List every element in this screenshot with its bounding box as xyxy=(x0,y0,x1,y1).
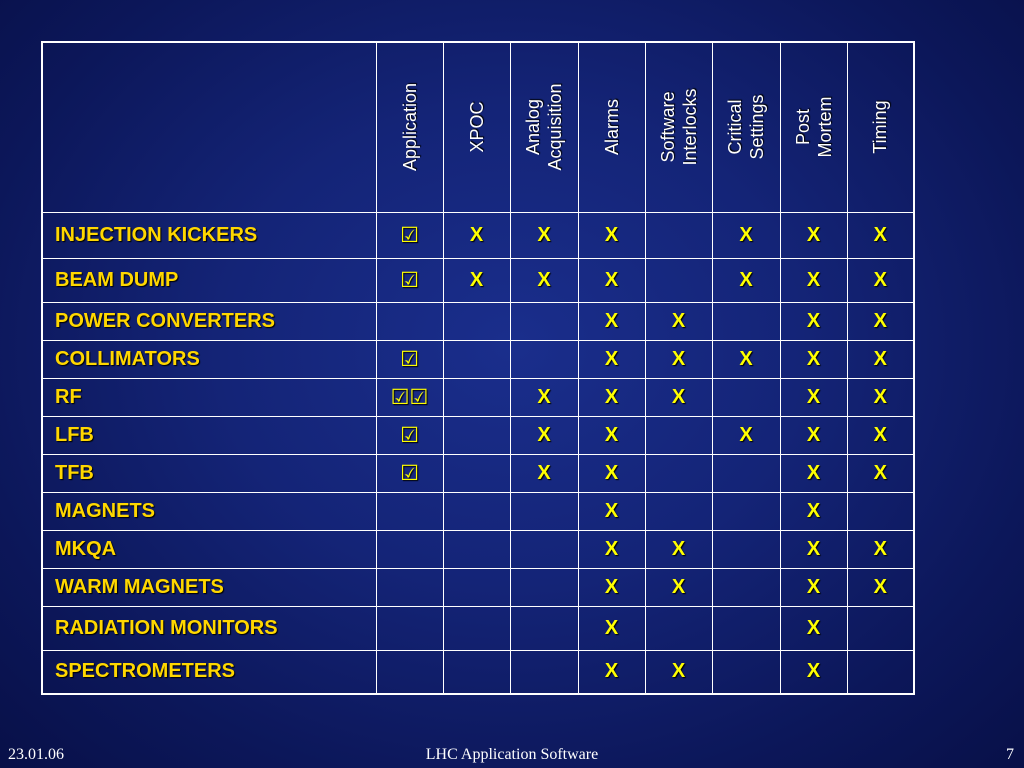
table-cell: X xyxy=(578,258,645,302)
column-header-line: Application xyxy=(399,83,420,172)
table-cell xyxy=(443,606,510,650)
column-header-line: Mortem xyxy=(814,96,835,158)
table-row xyxy=(42,454,914,492)
header-row xyxy=(42,42,914,212)
table-cell xyxy=(712,378,780,416)
checkbox-icon: ☑☑ xyxy=(376,378,443,416)
row-label: TFB xyxy=(42,454,376,492)
table-cell xyxy=(712,492,780,530)
table-row xyxy=(42,212,914,258)
column-header-alarms xyxy=(578,42,645,212)
checkbox-icon: ☑ xyxy=(376,454,443,492)
table-cell xyxy=(645,416,712,454)
table-cell xyxy=(376,530,443,568)
table-cell: X xyxy=(712,416,780,454)
table-cell: X xyxy=(780,340,847,378)
table-cell: X xyxy=(645,340,712,378)
column-header-label xyxy=(601,99,623,155)
table-cell xyxy=(712,650,780,694)
table-row xyxy=(42,416,914,454)
checkbox-icon: ☑ xyxy=(376,258,443,302)
column-header-line: Acquisition xyxy=(545,83,565,171)
table-cell xyxy=(376,606,443,650)
table-cell: X xyxy=(645,568,712,606)
table-cell: X xyxy=(443,212,510,258)
table-row xyxy=(42,378,914,416)
table-cell xyxy=(443,530,510,568)
row-label: RADIATION MONITORS xyxy=(42,606,376,650)
table-cell xyxy=(847,606,914,650)
header-corner xyxy=(42,42,376,212)
table-cell: X xyxy=(847,340,914,378)
table-row xyxy=(42,530,914,568)
table-cell xyxy=(376,650,443,694)
column-header-label xyxy=(869,101,891,154)
table-cell: X xyxy=(578,340,645,378)
table-cell: X xyxy=(645,302,712,340)
table-cell: X xyxy=(645,378,712,416)
table-cell: X xyxy=(780,650,847,694)
table-cell xyxy=(712,606,780,650)
checkbox-icon: ☑ xyxy=(376,340,443,378)
table-cell: X xyxy=(578,212,645,258)
table-row xyxy=(42,258,914,302)
column-header-application xyxy=(376,42,443,212)
checkbox-icon: ☑ xyxy=(376,416,443,454)
column-header-software-interlocks xyxy=(645,42,712,212)
row-label: MKQA xyxy=(42,530,376,568)
checkbox-icon: ☑ xyxy=(376,212,443,258)
table-cell xyxy=(645,258,712,302)
table-cell: X xyxy=(712,340,780,378)
table-cell xyxy=(645,606,712,650)
table-cell: X xyxy=(780,258,847,302)
table-cell xyxy=(376,492,443,530)
footer-date: 23.01.06 xyxy=(8,746,64,763)
table-cell: X xyxy=(578,650,645,694)
table-cell xyxy=(443,302,510,340)
column-header-line: Analog xyxy=(523,99,543,156)
footer-title: LHC Application Software xyxy=(425,746,599,763)
table-cell: X xyxy=(645,530,712,568)
table-cell xyxy=(443,378,510,416)
table-cell xyxy=(510,530,578,568)
table-cell: X xyxy=(645,650,712,694)
table-cell xyxy=(443,416,510,454)
table-cell: X xyxy=(847,568,914,606)
matrix-body xyxy=(42,212,914,694)
table-row xyxy=(42,650,914,694)
table-cell xyxy=(712,568,780,606)
table-cell: X xyxy=(780,416,847,454)
column-header-line: Post xyxy=(792,109,813,146)
table-cell: X xyxy=(510,454,578,492)
table-row xyxy=(42,340,914,378)
table-cell xyxy=(510,340,578,378)
table-cell xyxy=(443,454,510,492)
table-cell: X xyxy=(578,530,645,568)
table-cell xyxy=(510,302,578,340)
row-label: BEAM DUMP xyxy=(42,258,376,302)
table-cell xyxy=(443,492,510,530)
table-cell: X xyxy=(847,258,914,302)
row-label: WARM MAGNETS xyxy=(42,568,376,606)
table-cell: X xyxy=(847,454,914,492)
table-cell xyxy=(510,606,578,650)
lhc-application-matrix xyxy=(41,41,915,695)
column-header-label xyxy=(792,97,836,158)
table-cell: X xyxy=(780,302,847,340)
table-row xyxy=(42,568,914,606)
row-label: LFB xyxy=(42,416,376,454)
table-cell: X xyxy=(510,212,578,258)
table-cell: X xyxy=(510,258,578,302)
column-header-line: Timing xyxy=(870,100,891,154)
table-cell: X xyxy=(443,258,510,302)
table-row xyxy=(42,606,914,650)
table-cell xyxy=(712,454,780,492)
table-cell xyxy=(443,568,510,606)
table-cell xyxy=(645,454,712,492)
footer-page-number: 7 xyxy=(1006,746,1014,763)
table-cell xyxy=(712,530,780,568)
table-cell: X xyxy=(578,416,645,454)
row-label: SPECTROMETERS xyxy=(42,650,376,694)
table-cell: X xyxy=(780,606,847,650)
row-label: MAGNETS xyxy=(42,492,376,530)
column-header-label xyxy=(399,83,421,171)
table-cell: X xyxy=(712,258,780,302)
column-header-xpoc xyxy=(443,42,510,212)
table-cell: X xyxy=(847,530,914,568)
column-header-line: Alarms xyxy=(601,99,622,156)
table-cell: X xyxy=(780,492,847,530)
table-cell: X xyxy=(578,454,645,492)
table-cell: X xyxy=(780,378,847,416)
table-cell xyxy=(645,212,712,258)
table-cell: X xyxy=(780,212,847,258)
column-header-timing xyxy=(847,42,914,212)
table-cell xyxy=(443,340,510,378)
column-header-label xyxy=(466,102,488,153)
table-cell xyxy=(712,302,780,340)
column-header-label xyxy=(522,84,566,171)
column-header-post-mortem xyxy=(780,42,847,212)
table-cell: X xyxy=(510,378,578,416)
table-cell: X xyxy=(780,454,847,492)
table-cell: X xyxy=(847,378,914,416)
table-cell: X xyxy=(780,568,847,606)
table-cell: X xyxy=(847,416,914,454)
table-cell: X xyxy=(510,416,578,454)
column-header-line: Interlocks xyxy=(679,88,700,166)
table-cell: X xyxy=(578,378,645,416)
table-cell: X xyxy=(578,568,645,606)
table-cell xyxy=(443,650,510,694)
table-row xyxy=(42,492,914,530)
table-cell xyxy=(510,492,578,530)
table-cell: X xyxy=(578,492,645,530)
table-cell xyxy=(847,650,914,694)
column-header-line: XPOC xyxy=(466,101,487,153)
table-cell: X xyxy=(578,302,645,340)
table-cell xyxy=(645,492,712,530)
table-cell: X xyxy=(847,302,914,340)
table-cell xyxy=(376,568,443,606)
row-label: INJECTION KICKERS xyxy=(42,212,376,258)
column-header-label xyxy=(724,95,768,160)
column-header-line: Software xyxy=(657,91,678,163)
table-cell xyxy=(510,568,578,606)
column-header-label xyxy=(657,89,701,166)
column-header-critical-settings xyxy=(712,42,780,212)
table-cell xyxy=(376,302,443,340)
row-label: POWER CONVERTERS xyxy=(42,302,376,340)
column-header-line: Critical xyxy=(725,99,745,155)
column-header-analog-acquisition xyxy=(510,42,578,212)
row-label: COLLIMATORS xyxy=(42,340,376,378)
column-header-line: Settings xyxy=(747,94,767,160)
row-label: RF xyxy=(42,378,376,416)
table-cell: X xyxy=(847,212,914,258)
table-row xyxy=(42,302,914,340)
table-cell: X xyxy=(712,212,780,258)
table-cell: X xyxy=(780,530,847,568)
table-cell xyxy=(847,492,914,530)
table-cell xyxy=(510,650,578,694)
table-cell: X xyxy=(578,606,645,650)
